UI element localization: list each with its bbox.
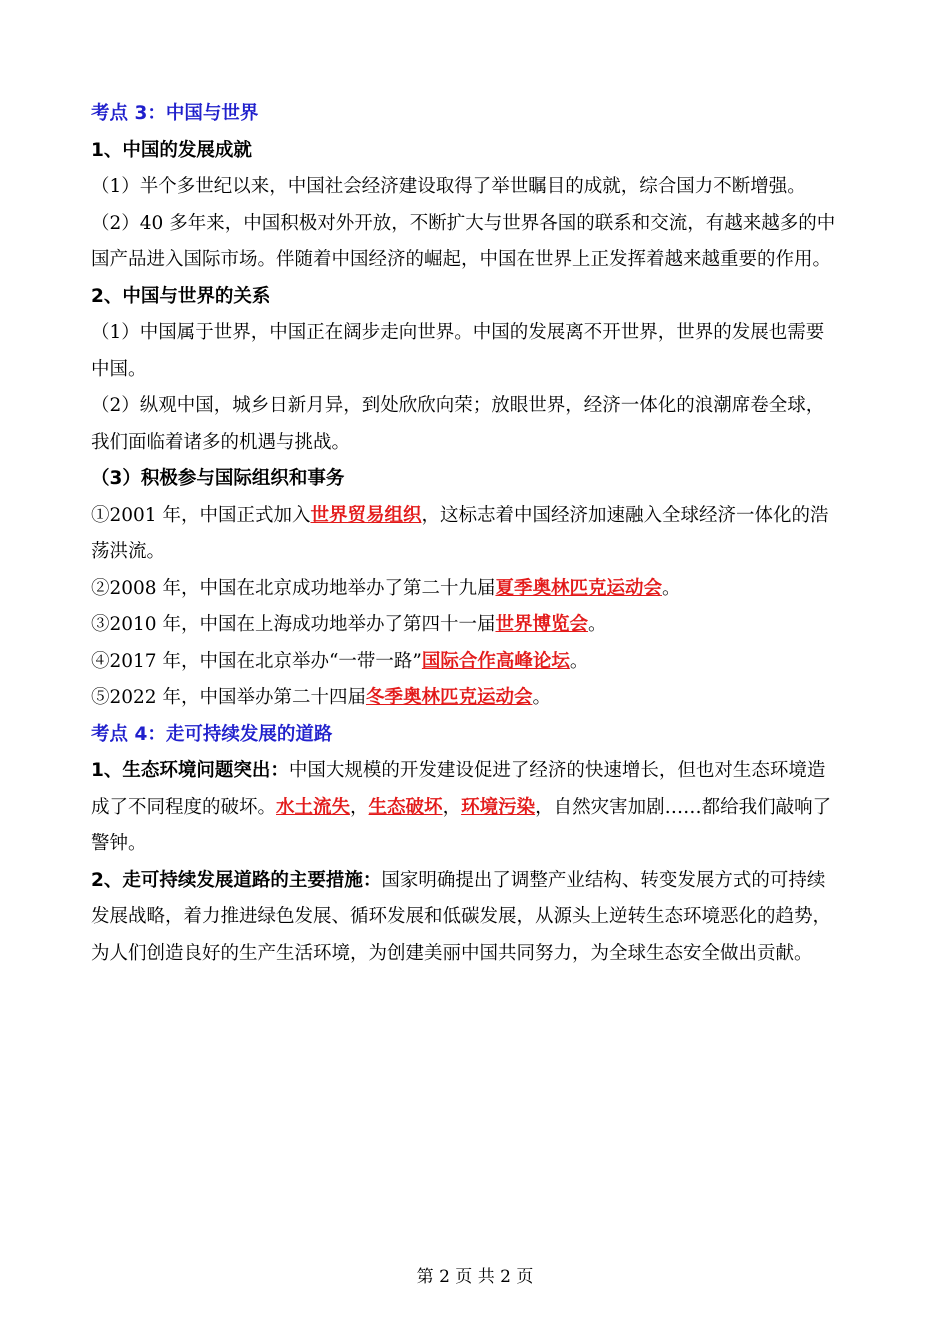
list-item: [91, 571, 861, 608]
paragraph-text: 中国大规模的开发建设促进了经济的快速增长，但也对生态环境造: [288, 760, 826, 781]
list-item-text: ④2017 年，中国在北京举办“一带一路”: [91, 650, 422, 672]
list-item-text: ②2008 年，中国在北京成功地举办了第二十九届: [91, 577, 496, 599]
list-item: [91, 680, 861, 717]
paragraph-label: 1、生态环境问题突出：: [91, 760, 289, 781]
list-item-continuation: 荡洪流。: [91, 541, 166, 562]
list-item: [91, 607, 861, 644]
keyword-highlight: 夏季奥林匹克运动会: [495, 577, 662, 599]
list-item-text: 。: [661, 577, 681, 599]
paragraph: 中国。: [91, 358, 147, 380]
paragraph: 警钟。: [91, 833, 147, 854]
keyword-highlight: 冬季奥林匹克运动会: [365, 687, 533, 708]
paragraph: [91, 753, 861, 790]
paragraph: 发展战略，着力推进绿色发展、循环发展和低碳发展，从源头上逆转生态环境恶化的趋势，: [91, 906, 832, 927]
keyword-highlight: 世界贸易组织: [310, 504, 422, 526]
paragraph: 我们面临着诸多的机遇与挑战。: [91, 431, 351, 453]
paragraph-text: 成了不同程度的破坏。: [91, 796, 277, 818]
list-item: [91, 644, 861, 681]
paragraph: 国产品进入国际市场。伴随着中国经济的崛起，中国在世界上正发挥着越来越重要的作用。: [91, 249, 832, 270]
subheading-development-achievements: 1、中国的发展成就: [91, 139, 252, 161]
list-item-text: ⑤2022 年，中国举办第二十四届: [91, 687, 366, 708]
paragraph: （2）40 多年来，中国积极对外开放，不断扩大与世界各国的联系和交流，有越来越多的中: [91, 212, 836, 234]
section-4-title: 考点 4：走可持续发展的道路: [91, 723, 333, 745]
keyword-highlight: 国际合作高峰论坛: [421, 650, 570, 672]
subheading-china-world-relation: 2、中国与世界的关系: [91, 285, 271, 307]
keyword-highlight: 生态破坏: [368, 796, 443, 818]
section-3-title: 考点 3：中国与世界: [91, 103, 259, 124]
paragraph-text: ，: [350, 796, 369, 818]
list-item-text: 。: [569, 650, 589, 672]
paragraph: （2）纵观中国，城乡日新月异，到处欣欣向荣；放眼世界，经济一体化的浪潮席卷全球，: [91, 395, 825, 416]
paragraph: （1）中国属于世界，中国正在阔步走向世界。中国的发展离不开世界，世界的发展也需要: [91, 322, 825, 343]
list-item-text: 。: [532, 687, 551, 708]
paragraph: 为人们创造良好的生产生活环境，为创建美丽中国共同努力，为全球生态安全做出贡献。: [91, 942, 813, 964]
paragraph: （1）半个多世纪以来，中国社会经济建设取得了举世瞩目的成就，综合国力不断增强。: [91, 176, 806, 197]
list-item-text: ，这标志着中国经济加速融入全球经济一体化的浩: [421, 504, 829, 526]
keyword-highlight: 环境污染: [461, 796, 536, 818]
paragraph-label: 2、走可持续发展道路的主要措施：: [91, 869, 382, 891]
paragraph-text: ，自然灾害加剧……都给我们敲响了: [535, 796, 832, 818]
list-item-text: ①2001 年，中国正式加入: [91, 504, 311, 526]
list-item-text: 。: [587, 614, 607, 635]
list-item-text: ③2010 年，中国在上海成功地举办了第四十一届: [91, 614, 496, 635]
paragraph: [91, 863, 861, 900]
page-footer: 第 2 页 共 2 页: [416, 1267, 534, 1287]
paragraph-text: ，: [442, 796, 462, 818]
document-body: [91, 96, 861, 972]
keyword-highlight: 世界博览会: [495, 614, 588, 635]
paragraph-text: 国家明确提出了调整产业结构、转变发展方式的可持续: [381, 869, 826, 891]
subheading-international-affairs: （3）积极参与国际组织和事务: [91, 468, 345, 489]
keyword-highlight: 水土流失: [276, 796, 351, 818]
paragraph: [91, 790, 861, 827]
list-item: [91, 498, 861, 535]
